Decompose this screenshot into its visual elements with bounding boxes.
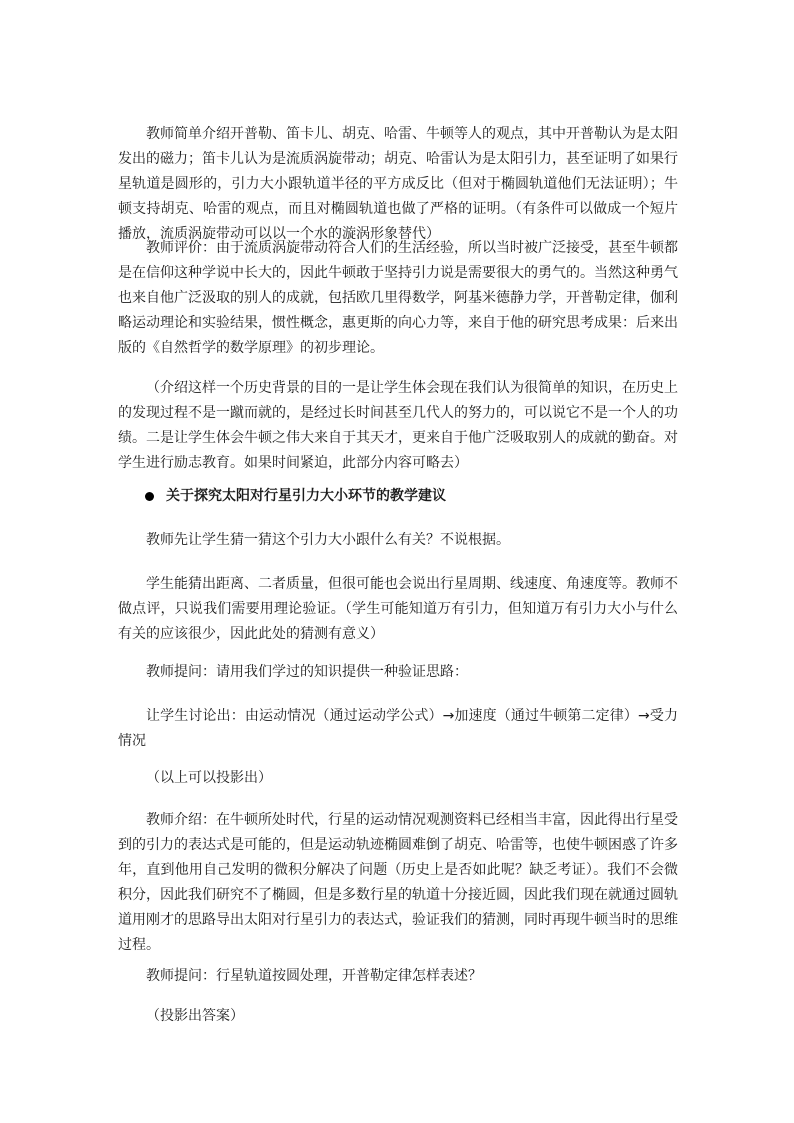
paragraph-projection-answer: （投影出答案） — [146, 1008, 244, 1024]
paragraph-teacher-question: 教师提问：请用我们学过的知识提供一种验证思路： — [146, 664, 468, 680]
paragraph-projection-note: （以上可以投影出） — [146, 770, 272, 786]
paragraph-historical-views: 教师简单介绍开普勒、笛卡儿、胡克、哈雷、牛顿等人的观点，其中开普勒认为是太阳发出的磁力；笛卡儿认为是流质涡旋带动；胡克、哈雷认为是太阳引力，甚至证明了如果行星轨道是圆形的，引力大小跟轨道半径的平方成反比（但对于椭圆轨道他们无法证明）；牛顿支持胡克、哈雷的观点，而且对椭圆轨道也做了严格的证明。（有条件可以做成一个短片播放，流质涡旋带动可以以一个水的漩涡形象替代） — [118, 126, 678, 242]
section-heading-text: 关于探究太阳对行星引力大小环节的教学建议 — [166, 488, 446, 504]
paragraph-teacher-evaluation: 教师评价：由于流质涡旋带动符合人们的生活经验，所以当时被广泛接受，甚至牛顿都是在信仰这种学说中长大的，因此牛顿敢于坚持引力说是需要很大的勇气的。当然这种勇气也来自他广泛汲取的别人的成就，包括欧几里得数学，阿基米德静力学，开普勒定律，伽利略运动理论和实验结果，惯性概念，惠更斯的向心力等，来自于他的研究思考成果：后来出版的《自然哲学的数学原理》的初步理论。 — [118, 240, 678, 356]
paragraph-purpose-note: （介绍这样一个历史背景的目的一是让学生体会现在我们认为很简单的知识，在历史上的发现过程不是一蹴而就的，是经过长时间甚至几代人的努力的，可以说它不是一个人的功绩。二是让学生体会牛顿之伟大来自于其天才，更来自于他广泛吸取别人的成就的勤奋。对学生进行励志教育。如果时间紧迫，此部分内容可略去） — [118, 380, 678, 471]
paragraph-student-guesses: 学生能猜出距离、二者质量，但很可能也会说出行星周期、线速度、角速度等。教师不做点评，只说我们需要用理论验证。（学生可能知道万有引力，但知道万有引力大小与什么有关的应该很少，因此此处的猜测有意义） — [118, 576, 678, 642]
section-heading — [145, 484, 446, 509]
bullet-icon — [145, 492, 154, 501]
paragraph-student-discussion: 让学生讨论出：由运动情况（通过运动学公式）→加速度（通过牛顿第二定律）→受力情况 — [118, 708, 678, 749]
paragraph-kepler-question: 教师提问：行星轨道按圆处理，开普勒定律怎样表述？ — [146, 968, 482, 984]
paragraph-teacher-intro: 教师介绍：在牛顿所处时代，行星的运动情况观测资料已经相当丰富，因此得出行星受到的引力的表达式是可能的，但是运动轨迹椭圆难倒了胡克、哈雷等，也使牛顿困惑了许多年，直到他用自己发明的微积分解决了问题（历史上是否如此呢？缺乏考证）。我们不会微积分，因此我们研究不了椭圆，但是多数行星的轨道十分接近圆，因此我们现在就通过圆轨道用刚才的思路导出太阳对行星引力的表达式，验证我们的猜测，同时再现牛顿当时的思维过程。 — [118, 812, 678, 953]
paragraph-guess-prompt: 教师先让学生猜一猜这个引力大小跟什么有关？不说根据。 — [146, 532, 510, 548]
